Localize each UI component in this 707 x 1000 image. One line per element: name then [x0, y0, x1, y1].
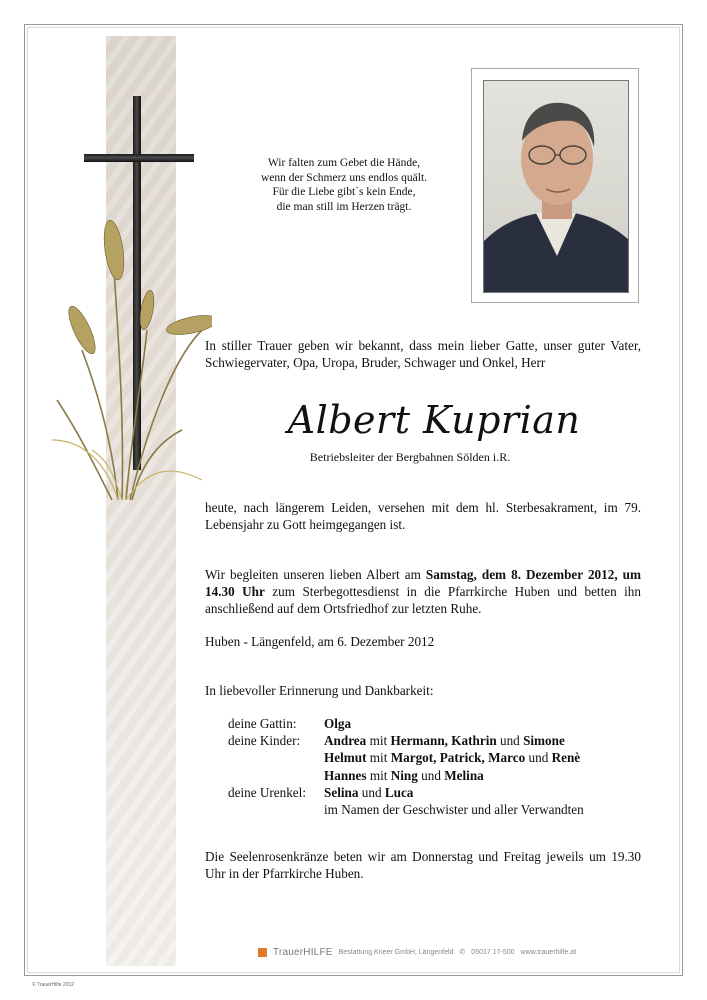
phone-icon: ✆ [459, 949, 466, 956]
family-label-empty [228, 749, 324, 766]
poem-line: wenn der Schmerz uns endlos quält. [260, 171, 428, 184]
portrait-drawing [484, 81, 629, 293]
intro-text: In stiller Trauer geben wir bekannt, dass mein lieber Gatte, unser guter Vater, Schwiegervater, Opa, Uropa, Bruder, Schwager und Onkel, Herr [205, 338, 641, 370]
family-row [228, 749, 584, 766]
family-row [228, 732, 584, 749]
poem [244, 156, 444, 214]
footer-company: Bestattung Kneer GmbH, Längenfeld [338, 948, 454, 956]
family-connector: mit [366, 733, 391, 749]
family-connector: mit [366, 767, 391, 783]
copyright: © TrauerHilfe 2012 [32, 982, 75, 988]
family-list [228, 715, 584, 818]
portrait-photo [471, 68, 639, 303]
funeral-part: zum Sterbegottesdienst in die Pfarrkirche Huben und betten ihn anschließend auf dem Ortsfriedhof zur letzten Ruhe. [205, 584, 641, 616]
family-member: Hannes [324, 767, 367, 783]
family-member: Hermann, Kathrin [390, 733, 497, 749]
footer-logo: TrauerHILFE [273, 946, 333, 958]
family-member: Andrea [324, 733, 367, 749]
funeral-part: Wir begleiten unseren lieben Albert am [205, 567, 426, 582]
family-member: Selina [324, 784, 359, 800]
deceased-name: Albert Kuprian [287, 398, 581, 442]
family-row [228, 767, 584, 784]
poem-line: Für die Liebe gibt`s kein Ende, [272, 186, 416, 198]
footer-web[interactable]: www.trauerhilfe.at [520, 948, 577, 956]
rosary-text: Die Seelenrosenkränze beten wir am Donnerstag und Freitag jeweils um 19.30 Uhr in der Pfarrkirche Huben. [205, 849, 641, 881]
siblings-text: im Namen der Geschwister und aller Verwandten [324, 802, 584, 818]
family-label: deine Gattin: [228, 716, 297, 731]
family-member: Melina [444, 767, 484, 783]
poem-line: Wir falten zum Gebet die Hände, [267, 157, 421, 169]
family-label: deine Kinder: [228, 733, 301, 749]
family-member: Luca [384, 784, 414, 800]
cross-bar [84, 154, 194, 162]
family-label-empty [228, 801, 324, 818]
family-member: Helmut [324, 750, 367, 766]
family-member: Simone [523, 733, 565, 749]
funeral-date: Samstag, dem 8. Dezember 2012, [425, 567, 618, 582]
family-member: Margot, Patrick, Marco [390, 750, 526, 766]
deceased-title: Betriebsleiter der Bergbahnen Sölden i.R. [309, 450, 511, 464]
place-date: Huben - Längenfeld, am 6. Dezember 2012 [205, 634, 435, 649]
family-connector: mit [366, 750, 391, 766]
family-row [228, 801, 584, 818]
footer [258, 945, 588, 959]
family-connector: und [525, 750, 552, 766]
family-label-empty [228, 767, 324, 784]
death-text: heute, nach längerem Leiden, versehen mit dem hl. Sterbesakrament, im 79. Lebensjahr zu Gott heimgegangen ist. [205, 500, 641, 532]
funeral-time: um 14.30 Uhr [205, 567, 641, 599]
family-row [228, 784, 584, 801]
family-connector: und [417, 767, 445, 783]
family-member: Ning [390, 767, 418, 783]
family-connector: und [358, 784, 385, 800]
family-connector: und [496, 733, 524, 749]
memory-text: In liebevoller Erinnerung und Dankbarkeit: [205, 683, 434, 698]
family-label: deine Urenkel: [228, 784, 306, 800]
family-member: Renè [551, 750, 581, 766]
portrait-image [483, 80, 629, 293]
family-row [228, 715, 584, 732]
wheat-icon [52, 210, 212, 510]
family-member: Olga [324, 716, 352, 731]
poem-line: die man still im Herzen trägt. [276, 200, 412, 213]
footer-phone: 05017 17-500 [471, 948, 515, 956]
logo-icon [258, 948, 267, 957]
funeral-text [205, 566, 641, 617]
